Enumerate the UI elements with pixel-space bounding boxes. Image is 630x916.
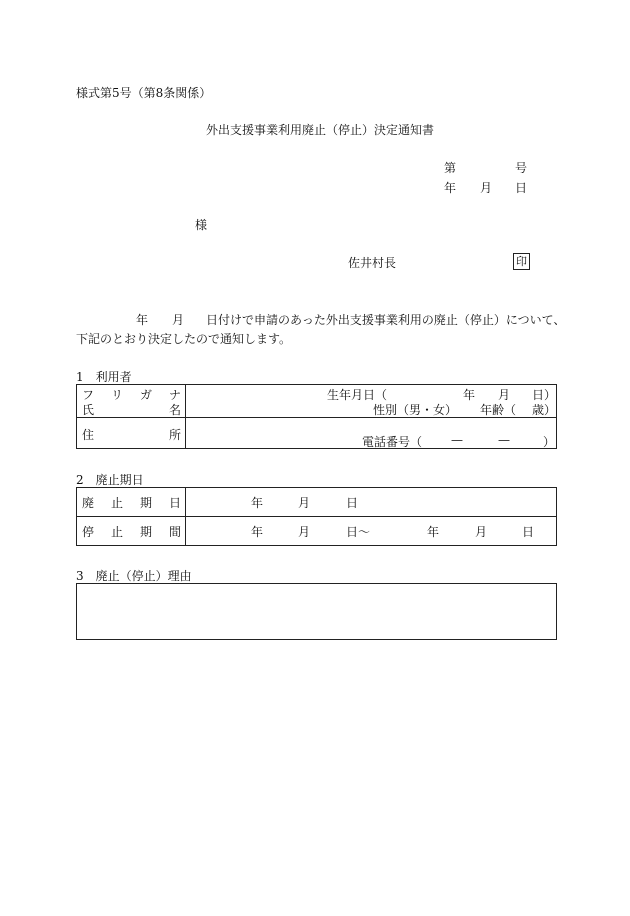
phone-dash-1: —: [451, 433, 463, 447]
address-label-2: 所: [169, 428, 182, 442]
age-prefix: 年齢（: [480, 403, 517, 417]
doc-number-suffix: 号: [515, 161, 528, 175]
furigana-label-3: ガ: [140, 388, 153, 402]
age-suffix: 歳）: [532, 403, 557, 417]
stop-from-month: 月: [298, 525, 311, 539]
abolish-label-4: 日: [169, 496, 182, 510]
body-year: 年: [136, 313, 149, 327]
furigana-label-4: ナ: [169, 388, 182, 402]
reason-box: [76, 583, 557, 640]
name-label-1: 氏: [82, 403, 95, 417]
furigana-label-1: フ: [82, 388, 95, 402]
date-year: 年: [444, 181, 457, 195]
furigana-label-2: リ: [111, 388, 124, 402]
birth-day: 日）: [532, 388, 557, 402]
stop-label-3: 期: [140, 525, 153, 539]
gender-field: 性別（男・女）: [373, 403, 458, 417]
abolish-day: 日: [346, 496, 359, 510]
abolish-month: 月: [298, 496, 311, 510]
seal-mark: 印: [513, 253, 530, 270]
stop-from-year: 年: [251, 525, 264, 539]
table-row-divider: [76, 516, 557, 517]
name-label-2: 名: [169, 403, 182, 417]
recipient-honorific: 様: [195, 218, 208, 232]
section-2-heading: 2 廃止期日: [76, 473, 144, 487]
issuer-name: 佐井村長: [348, 256, 397, 270]
stop-to-year: 年: [427, 525, 440, 539]
section-3-heading: 3 廃止（停止）理由: [76, 569, 192, 583]
date-day: 日: [515, 181, 528, 195]
doc-number-prefix: 第: [444, 161, 457, 175]
date-month: 月: [480, 181, 493, 195]
stop-from-day: 日〜: [346, 525, 371, 539]
abolish-label-3: 期: [140, 496, 153, 510]
stop-label-1: 停: [82, 525, 95, 539]
form-number: 様式第5号（第8条関係）: [76, 86, 212, 100]
phone-suffix: ）: [543, 435, 556, 449]
abolish-year: 年: [251, 496, 264, 510]
birth-year: 年: [463, 388, 476, 402]
abolish-label-2: 止: [111, 496, 124, 510]
stop-label-4: 間: [169, 525, 182, 539]
stop-label-2: 止: [111, 525, 124, 539]
stop-to-month: 月: [475, 525, 488, 539]
body-line-2: 下記のとおり決定したので通知します。: [76, 332, 292, 346]
document-title: 外出支援事業利用廃止（停止）決定通知書: [206, 123, 435, 137]
birth-date-prefix: 生年月日（: [327, 388, 388, 402]
abolish-label-1: 廃: [82, 496, 95, 510]
section-1-heading: 1 利用者: [76, 370, 132, 384]
stop-to-day: 日: [522, 525, 535, 539]
phone-dash-2: —: [498, 433, 510, 447]
body-line-1: 日付けで申請のあった外出支援事業利用の廃止（停止）について、: [206, 313, 566, 327]
address-label-1: 住: [82, 428, 95, 442]
body-month: 月: [172, 313, 185, 327]
phone-prefix: 電話番号（: [362, 435, 423, 449]
birth-month: 月: [498, 388, 511, 402]
